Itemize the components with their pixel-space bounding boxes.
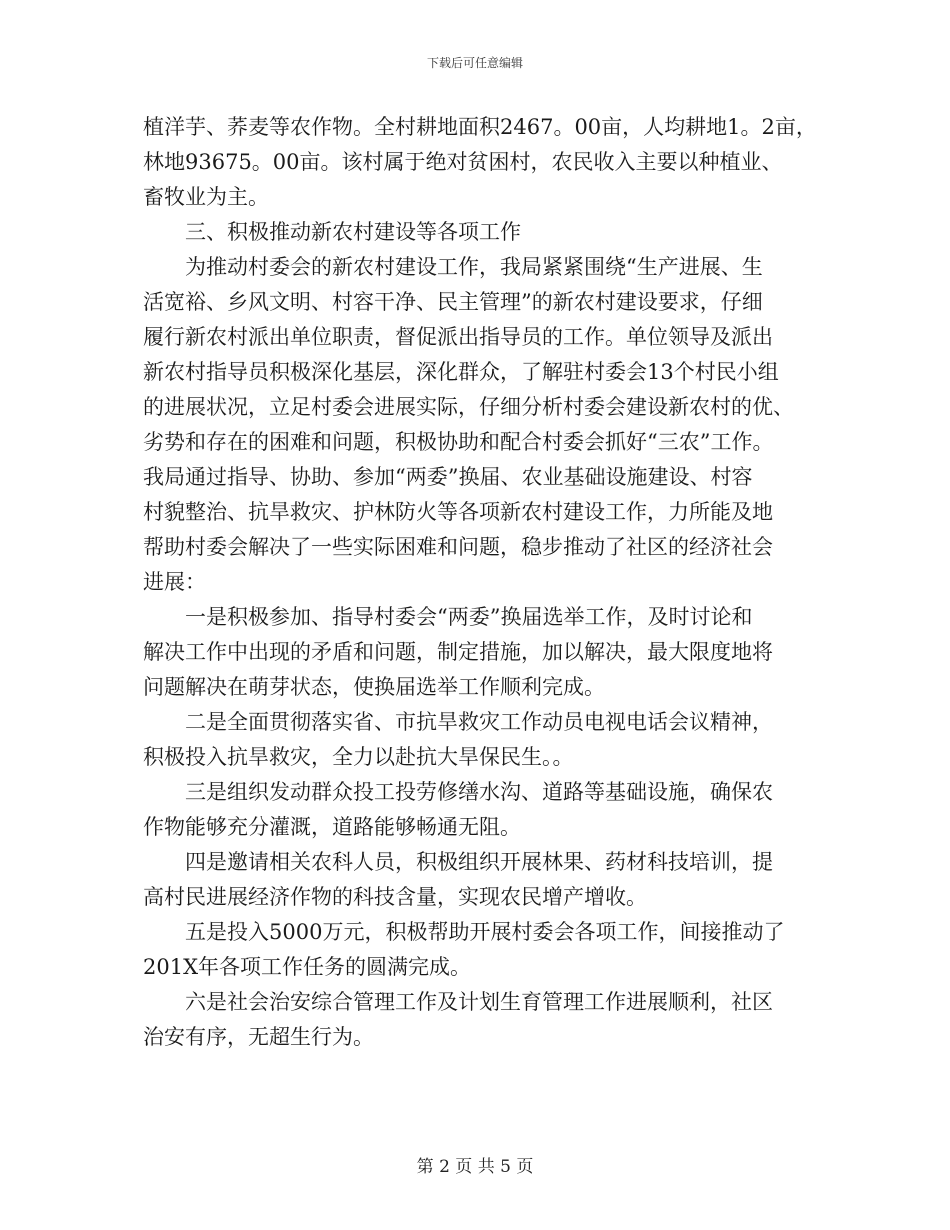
body-line: 新农村指导员积极深化基层，深化群众，了解驻村委会13个村民小组 (143, 360, 779, 384)
body-line: 五是投入5000万元，积极帮助开展村委会各项工作，间接推动了 (185, 920, 785, 944)
body-line: 活宽裕、乡风文明、村容干净、民主管理”的新农村建设要求，仔细 (143, 290, 763, 314)
body-line: 劣势和存在的困难和问题，积极协助和配合村委会抓好“三农”工作。 (143, 430, 774, 454)
body-line: 进展： (143, 570, 206, 594)
body-line: 一是积极参加、指导村委会“两委”换届选举工作，及时讨论和 (185, 605, 753, 629)
body-line: 三是组织发动群众投工投劳修缮水沟、道路等基础设施，确保农 (185, 780, 773, 804)
body-line: 四是邀请相关农科人员，积极组织开展林果、药材科技培训，提 (185, 850, 773, 874)
body-line: 村貌整治、抗旱救灾、护林防火等各项新农村建设工作，力所能及地 (143, 500, 773, 524)
body-line: 高村民进展经济作物的科技含量，实现农民增产增收。 (143, 885, 647, 909)
section-heading: 三、积极推动新农村建设等各项工作 (185, 220, 521, 244)
body-line: 的进展状况，立足村委会进展实际，仔细分析村委会建设新农村的优、 (143, 395, 794, 419)
body-line: 为推动村委会的新农村建设工作，我局紧紧围绕“生产进展、生 (185, 255, 763, 279)
body-line: 作物能够充分灌溉，道路能够畅通无阻。 (143, 815, 521, 839)
body-line: 六是社会治安综合管理工作及计划生育管理工作进展顺利，社区 (185, 990, 773, 1014)
body-line: 积极投入抗旱救灾，全力以赴抗大旱保民生。。 (143, 745, 574, 769)
body-line: 我局通过指导、协助、参加“两委”换届、农业基础设施建设、村容 (143, 465, 753, 489)
body-line: 畜牧业为主。 (143, 185, 269, 209)
document-body (143, 110, 817, 1055)
body-line: 植洋芋、荞麦等农作物。全村耕地面积2467。00亩，人均耕地1。2亩， (143, 115, 817, 139)
page-header: 下载后可任意编辑 (426, 56, 523, 70)
body-line: 二是全面贯彻落实省、市抗旱救灾工作动员电视电话会议精神， (185, 710, 773, 734)
body-line: 履行新农村派出单位职责，督促派出指导员的工作。单位领导及派出 (143, 325, 773, 349)
body-line: 林地93675。00亩。该村属于绝对贫困村，农民收入主要以种植业、 (143, 150, 783, 174)
body-line: 问题解决在萌芽状态，使换届选举工作顺利完成。 (143, 675, 605, 699)
body-line: 201X年各项工作任务的圆满完成。 (143, 955, 472, 979)
body-line: 治安有序，无超生行为。 (143, 1025, 374, 1049)
body-line: 解决工作中出现的矛盾和问题，制定措施，加以解决，最大限度地将 (143, 640, 773, 664)
page-number: 第 2 页 共 5 页 (416, 1157, 534, 1177)
body-line: 帮助村委会解决了一些实际困难和问题，稳步推动了社区的经济社会 (143, 535, 773, 559)
